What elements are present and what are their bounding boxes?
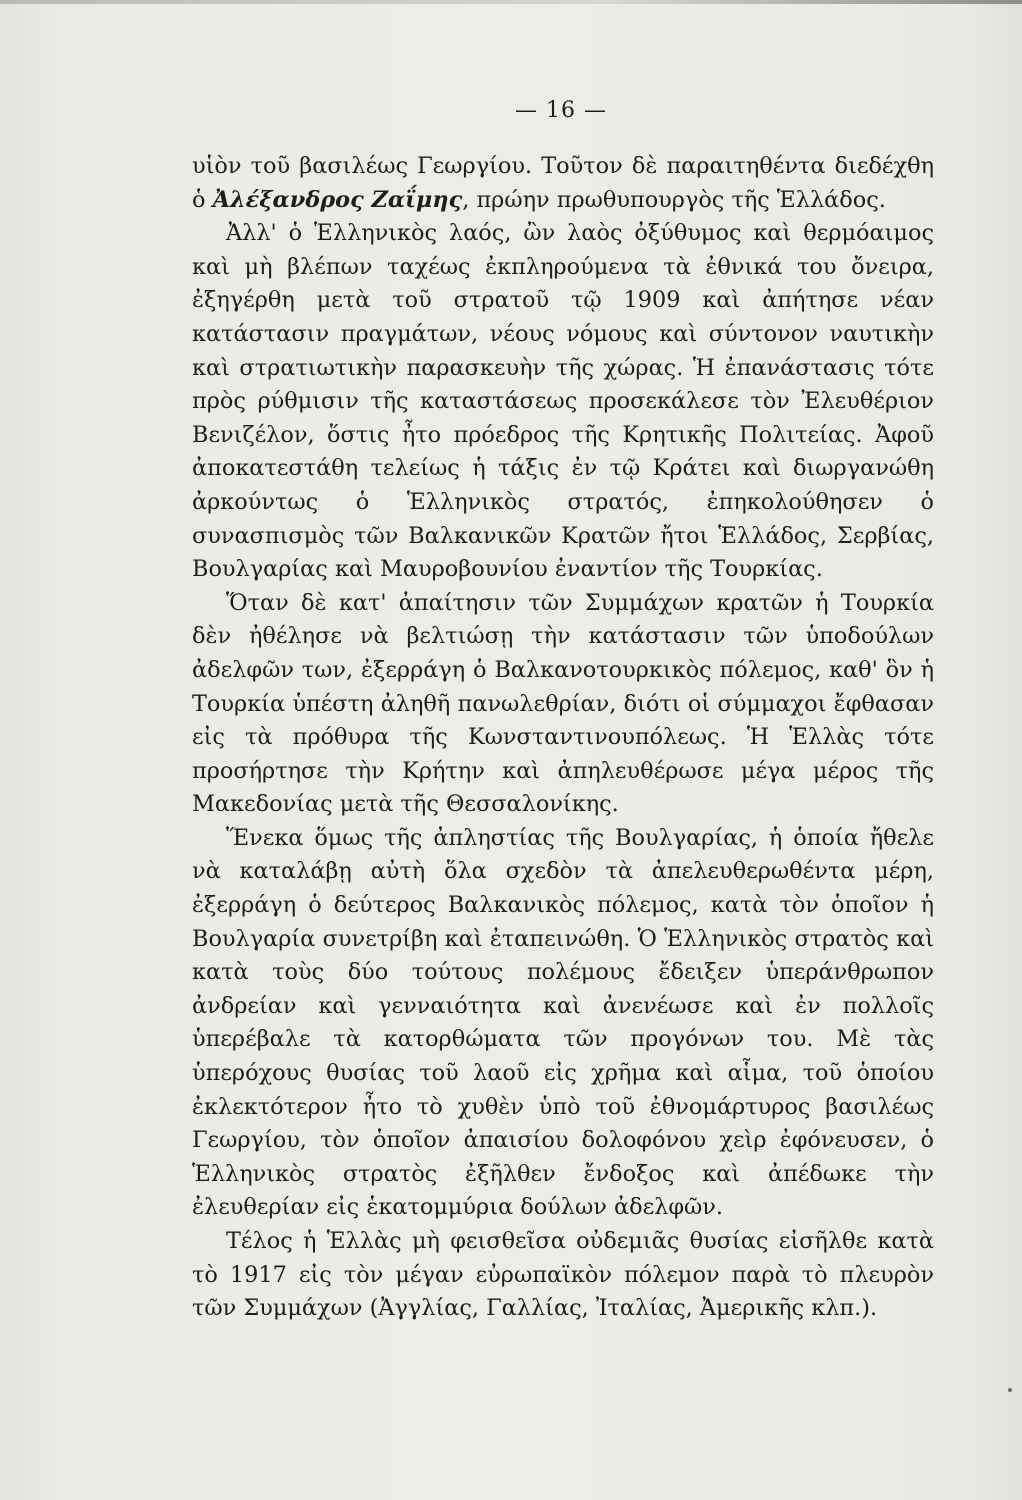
text-segment: , πρώην πρωθυπουργὸς τῆς Ἑλλάδος. (462, 186, 886, 213)
body-text (192, 150, 934, 1326)
text-segment: Ὅταν δὲ κατ' ἀπαίτησιν τῶν Συμμάχων κρατῶν ἡ Τουρκία δὲν ἠθέλησε νὰ βελτιώσῃ τὴν κατάστασιν τῶν ὑποδούλων ἀδελφῶν των, ἐξερράγη ὁ Βαλκανοτουρκικὸς πόλεμος, καθ' ὃν ἡ Τουρκία ὑπέστη ἀληθῆ πανωλεθρίαν, διότι οἱ σύμμαχοι ἔφθασαν εἰς τὰ πρόθυρα τῆς Κωνσταντινουπόλεως. Ἡ Ἑλλὰς τότε προσήρτησε τὴν Κρήτην καὶ ἀπηλευθέρωσε μέγα μέρος τῆς Μακεδονίας μετὰ τῆς Θεσσαλονίκης. (192, 589, 934, 818)
paragraph-p0 (192, 150, 934, 217)
text-segment: Τέλος ἡ Ἑλλὰς μὴ φεισθεῖσα οὐδεμιᾶς θυσίας εἰσῆλθε κατὰ τὸ 1917 εἰς τὸν μέγαν εὐρωπαϊκὸν πόλεμον παρὰ τὸ πλευρὸν τῶν Συμμάχων (Ἀγγλίας, Γαλλίας, Ἰταλίας, Ἀμερικῆς κλπ.). (192, 1228, 934, 1322)
paragraph-p1 (192, 217, 934, 587)
paragraph-p3 (192, 822, 934, 1225)
text-segment: Ἀλλ' ὁ Ἑλληνικὸς λαός, ὢν λαὸς ὀξύθυμος καὶ θερμόαιμος καὶ μὴ βλέπων ταχέως ἐκπληρούμενα τὰ ἐθνικά του ὄνειρα, ἐξηγέρθη μετὰ τοῦ στρατοῦ τῷ 1909 καὶ ἀπήτησε νέαν κατάστασιν πραγμάτων, νέους νόμους καὶ σύντονον ναυτικὴν καὶ στρατιωτικὴν παρασκευὴν τῆς χώρας. Ἡ ἐπανάστασις τότε πρὸς ρύθμισιν τῆς καταστάσεως προσεκάλεσε τὸν Ἐλευθέριον Βενιζέλον, ὅστις ἦτο πρόεδρος τῆς Κρητικῆς Πολιτείας. Ἀφοῦ ἀποκατεστάθη τελείως ἡ τάξις ἐν τῷ Κράτει καὶ διωργανώθη ἀρκούντως ὁ Ἑλληνικὸς στρατός, ἐπηκολούθησεν ὁ συνασπισμὸς τῶν Βαλκανικῶν Κρατῶν ἤτοι Ἑλλάδος, Σερβίας, Βουλγαρίας καὶ Μαυροβουνίου ἐναντίον τῆς Τουρκίας. (192, 220, 934, 583)
page-top-edge (0, 0, 1022, 4)
paragraph-p2 (192, 587, 934, 822)
paragraph-p4 (192, 1225, 934, 1326)
paper-speck (1008, 1388, 1012, 1392)
text-segment: υἱὸν τοῦ βασιλέως Γεωργίου. Τοῦτον δὲ παραιτηθέντα διεδέχθη ὁ (192, 153, 934, 213)
person-name: Ἀλέξανδρος Ζαΐμης (212, 186, 463, 213)
text-segment: Ἕνεκα ὅμως τῆς ἀπληστίας τῆς Βουλγαρίας, ἡ ὁποία ἤθελε νὰ καταλάβῃ αὐτὴ ὅλα σχεδὸν τὰ ἀπελευθερωθέντα μέρη, ἐξερράγη ὁ δεύτερος Βαλκανικὸς πόλεμος, κατὰ τὸν ὁποῖον ἡ Βουλγαρία συνετρίβη καὶ ἐταπεινώθη. Ὁ Ἑλληνικὸς στρατὸς καὶ κατὰ τοὺς δύο τούτους πολέμους ἔδειξεν ὑπεράνθρωπον ἀνδρείαν καὶ γενναιότητα καὶ ἀνενέωσε καὶ ἐν πολλοῖς ὑπερέβαλε τὰ κατορθώματα τῶν προγόνων του. Μὲ τὰς ὑπερόχους θυσίας τοῦ λαοῦ εἰς χρῆμα καὶ αἷμα, τοῦ ὁποίου ἐκλεκτότερον ἦτο τὸ χυθὲν ὑπὸ τοῦ ἐθνομάρτυρος βασιλέως Γεωργίου, τὸν ὁποῖον ἀπαισίου δολοφόνου χεὶρ ἐφόνευσεν, ὁ Ἑλληνικὸς στρατὸς ἐξῆλθεν ἔνδοξος καὶ ἀπέδωκε τὴν ἐλευθερίαν εἰς ἑκατομμύρια δούλων ἀδελφῶν. (192, 824, 934, 1221)
page-number: — 16 — (515, 98, 607, 123)
